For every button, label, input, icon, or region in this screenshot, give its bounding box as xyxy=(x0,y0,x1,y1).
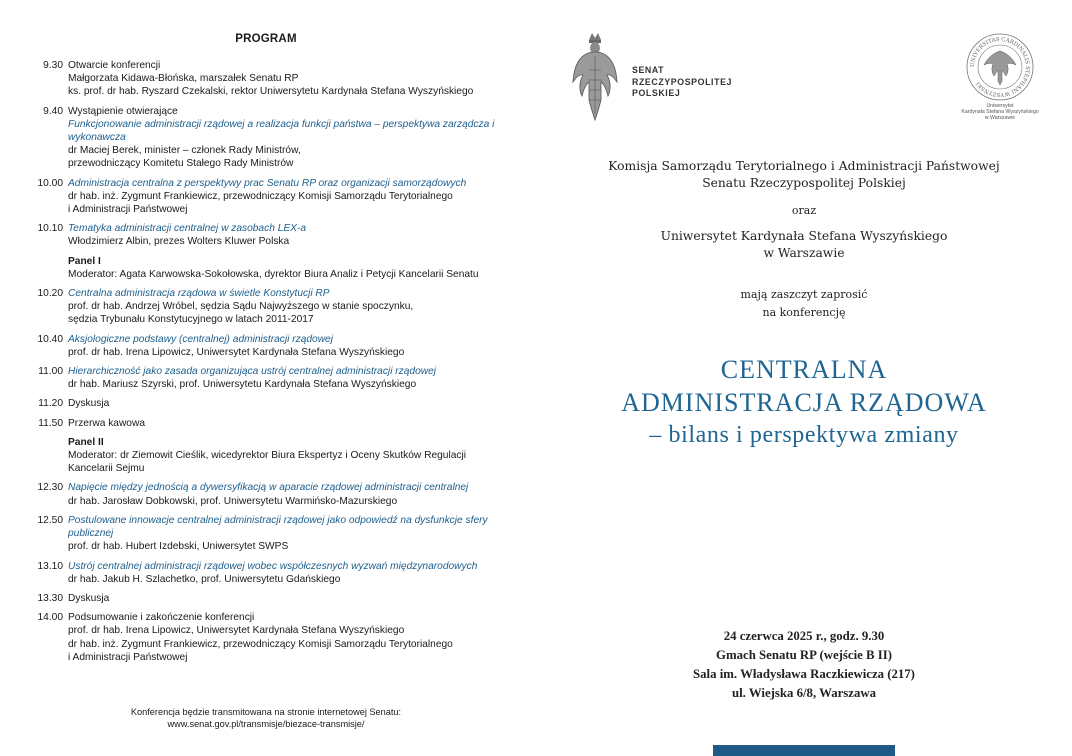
program-entry-body xyxy=(68,481,500,507)
broadcast-note xyxy=(0,706,532,730)
university-seal-caption xyxy=(954,103,1046,122)
conference-title-line: CENTRALNA xyxy=(720,355,888,384)
program-line: dr hab. Jarosław Dobkowski, prof. Uniwersytetu Warmińsko-Mazurskiego xyxy=(68,495,398,507)
panel-heading: Panel II xyxy=(68,436,104,448)
program-time: 10.40 xyxy=(37,333,63,345)
broadcast-note-text: Konferencja będzie transmitowana na stronie internetowej Senatu: xyxy=(130,707,402,717)
university-seal-icon xyxy=(966,33,1034,101)
organizer-line: Uniwersytet Kardynała Stefana Wyszyńskiego xyxy=(660,229,948,243)
program-line: dr hab. Jakub H. Szlachetko, prof. Uniwersytetu Gdańskiego xyxy=(68,573,341,585)
organizer-senate-committee xyxy=(536,158,1072,191)
program-entry-body xyxy=(68,417,500,430)
talk-title: Postulowane innowacje centralnej administracji rządowej jako odpowiedź na dysfunkcje sfery publicznej xyxy=(68,514,488,540)
accent-bar xyxy=(713,745,895,756)
program-line: ks. prof. dr hab. Ryszard Czekalski, rektor Uniwersytetu Kardynała Stefana Wyszyńskiego xyxy=(68,86,474,98)
program-line: i Administracji Państwowej xyxy=(68,204,188,216)
senate-logo-line: POLSKIEJ xyxy=(632,88,681,99)
program-time: 12.50 xyxy=(37,514,63,526)
invitation-text xyxy=(536,286,1072,321)
conference-title-line: ADMINISTRACJA RZĄDOWA xyxy=(621,387,987,417)
event-address: ul. Wiejska 6/8, Warszawa xyxy=(732,686,876,700)
program-entry-body xyxy=(68,222,500,248)
seal-caption-line: Uniwersytet xyxy=(986,103,1014,109)
senate-eagle-emblem-icon xyxy=(571,30,619,122)
event-room: Sala im. Władysława Raczkiewicza (217) xyxy=(693,667,915,681)
talk-title: Napięcie między jednością a dywersyfikacją w aparacie rządowej administracji centralnej xyxy=(68,482,469,494)
program-line: dr hab. Mariusz Szyrski, prof. Uniwersytetu Kardynała Stefana Wyszyńskiego xyxy=(68,379,417,391)
program-line: Wystąpienie otwierające xyxy=(68,105,178,117)
program-entry xyxy=(0,560,536,586)
conference-subtitle: – bilans i perspektywa zmiany xyxy=(649,422,959,448)
senate-logo-line: SENAT xyxy=(632,65,665,75)
program-entry xyxy=(0,436,536,476)
program-line: i Administracji Państwowej xyxy=(68,651,188,663)
senate-logo-line: RZECZYPOSPOLITEJ xyxy=(632,76,733,87)
program-line: Małgorzata Kidawa-Błońska, marszałek Senatu RP xyxy=(68,73,299,85)
talk-title: Administracja centralna z perspektywy prac Senatu RP oraz organizacji samorządowych xyxy=(68,177,467,189)
program-line: sędzia Trybunału Konstytucyjnego w latach 2011-2017 xyxy=(68,314,314,326)
program-entry xyxy=(0,592,536,605)
program-title: PROGRAM xyxy=(235,33,297,45)
talk-title: Hierarchiczność jako zasada organizująca ustrój centralnej administracji rządowej xyxy=(68,366,437,378)
program-time: 11.50 xyxy=(38,417,63,429)
program-line: Włodzimierz Albin, prezes Wolters Kluwer Polska xyxy=(68,236,290,248)
program-time: 9.30 xyxy=(43,60,63,71)
program-line: Dyskusja xyxy=(68,592,110,604)
program-line: Dyskusja xyxy=(68,398,110,410)
program-time: 9.40 xyxy=(43,105,63,117)
program-line: Podsumowanie i zakończenie konferencji xyxy=(68,612,255,624)
organizer-line: Komisja Samorządu Terytorialnego i Administracji Państwowej xyxy=(608,159,1000,173)
seal-ring-text: UNIVERSITAS CARDINALIS STEPHANI WYSZYŃSKI xyxy=(969,36,1031,98)
program-entry xyxy=(0,255,536,281)
program-time: 10.10 xyxy=(37,223,63,235)
broadcast-url[interactable]: www.senat.gov.pl/transmisje/biezace-transmisje/ xyxy=(167,719,365,729)
program-line: prof. dr hab. Irena Lipowicz, Uniwersytet Kardynała Stefana Wyszyńskiego xyxy=(68,625,405,637)
program-entry-body xyxy=(68,177,500,217)
program-line: dr hab. inż. Zygmunt Frankiewicz, przewodniczący Komisji Samorządu Terytorialnego xyxy=(68,638,453,650)
program-line: Otwarcie konferencji xyxy=(68,60,161,71)
program-entry-body xyxy=(68,59,500,99)
program-entry-body xyxy=(68,365,500,391)
seal-caption-line: Kardynała Stefana Wyszyńskiego xyxy=(961,109,1039,116)
talk-title: Ustrój centralnej administracji rządowej wobec współczesnych wyzwań międzynarodowych xyxy=(68,560,478,572)
program-time: 11.00 xyxy=(38,366,63,378)
panel-heading: Panel I xyxy=(68,255,101,267)
program-entry-body xyxy=(68,436,500,476)
talk-title: Centralna administracja rządowa w świetle Konstytucji RP xyxy=(68,288,330,300)
program-time: 12.30 xyxy=(37,482,63,494)
program-line: dr hab. inż. Zygmunt Frankiewicz, przewodniczący Komisji Samorządu Terytorialnego xyxy=(68,190,453,202)
invitation-line: mają zaszczyt zaprosić xyxy=(740,288,868,301)
event-date: 24 czerwca 2025 r., godz. 9.30 xyxy=(723,629,885,643)
program-time: 14.00 xyxy=(37,612,63,624)
program-entry xyxy=(0,514,536,554)
program-entry-body xyxy=(68,105,500,171)
program-line: prof. dr hab. Irena Lipowicz, Uniwersytet Kardynała Stefana Wyszyńskiego xyxy=(68,346,405,358)
talk-title: Funkcjonowanie administracji rządowej a realizacja funkcji państwa – perspektywa zarządcza i wykonawcza xyxy=(68,118,495,144)
program-entry-body xyxy=(68,611,500,664)
organizer-line: w Warszawie xyxy=(763,245,845,260)
program-entry-body xyxy=(68,560,500,586)
program-entry xyxy=(0,417,536,430)
invitation-line: na konferencję xyxy=(762,305,846,319)
program-entry xyxy=(0,397,536,410)
program-entry-body xyxy=(68,592,500,605)
event-details xyxy=(536,627,1072,703)
senate-logo-text xyxy=(632,65,732,100)
program-time: 10.20 xyxy=(37,288,63,300)
organizer-university xyxy=(536,228,1072,261)
seal-caption-line: w Warszawie xyxy=(984,115,1016,122)
program-entry xyxy=(0,222,536,248)
program-entry-body xyxy=(68,287,500,327)
program-entry-body xyxy=(68,255,500,281)
program-schedule xyxy=(0,59,536,670)
program-line: przewodniczący Komitetu Stałego Rady Ministrów xyxy=(68,158,294,170)
program-time: 11.20 xyxy=(38,398,63,410)
event-building: Gmach Senatu RP (wejście B II) xyxy=(716,648,892,662)
program-entry-body xyxy=(68,333,500,359)
program-entry xyxy=(0,287,536,327)
talk-title: Aksjologiczne podstawy (centralnej) administracji rządowej xyxy=(68,333,333,345)
program-entry xyxy=(0,365,536,391)
program-line: Moderator: Agata Karwowska-Sokołowska, dyrektor Biura Analiz i Petycji Kancelarii Senatu xyxy=(68,268,479,280)
program-entry xyxy=(0,105,536,171)
program-time: 13.30 xyxy=(37,592,63,604)
program-line: prof. dr hab. Andrzej Wróbel, sędzia Sądu Najwyższego w stanie spoczynku, xyxy=(68,301,414,313)
program-entry xyxy=(0,481,536,507)
program-entry-body xyxy=(68,397,500,410)
program-line: dr Maciej Berek, minister – członek Rady Ministrów, xyxy=(68,145,301,157)
program-entry-body xyxy=(68,514,500,554)
program-time: 13.10 xyxy=(37,560,63,572)
program-line: Moderator: dr Ziemowit Cieślik, wicedyrektor Biura Ekspertyz i Oceny Skutków Regulacji Kancelarii Sejmu xyxy=(68,450,467,475)
program-line: Przerwa kawowa xyxy=(68,417,145,429)
program-entry xyxy=(0,59,536,99)
conjunction-text: oraz xyxy=(791,204,817,217)
program-entry xyxy=(0,611,536,664)
talk-title: Tematyka administracji centralnej w zasobach LEX-a xyxy=(68,223,307,235)
program-entry xyxy=(0,333,536,359)
program-entry xyxy=(0,177,536,217)
invitation-page xyxy=(536,0,1072,756)
program-time: 10.00 xyxy=(37,177,63,189)
program-line: prof. dr hab. Hubert Izdebski, Uniwersytet SWPS xyxy=(68,541,289,553)
organizer-line: Senatu Rzeczypospolitej Polskiej xyxy=(702,175,906,190)
conference-title xyxy=(536,354,1072,451)
